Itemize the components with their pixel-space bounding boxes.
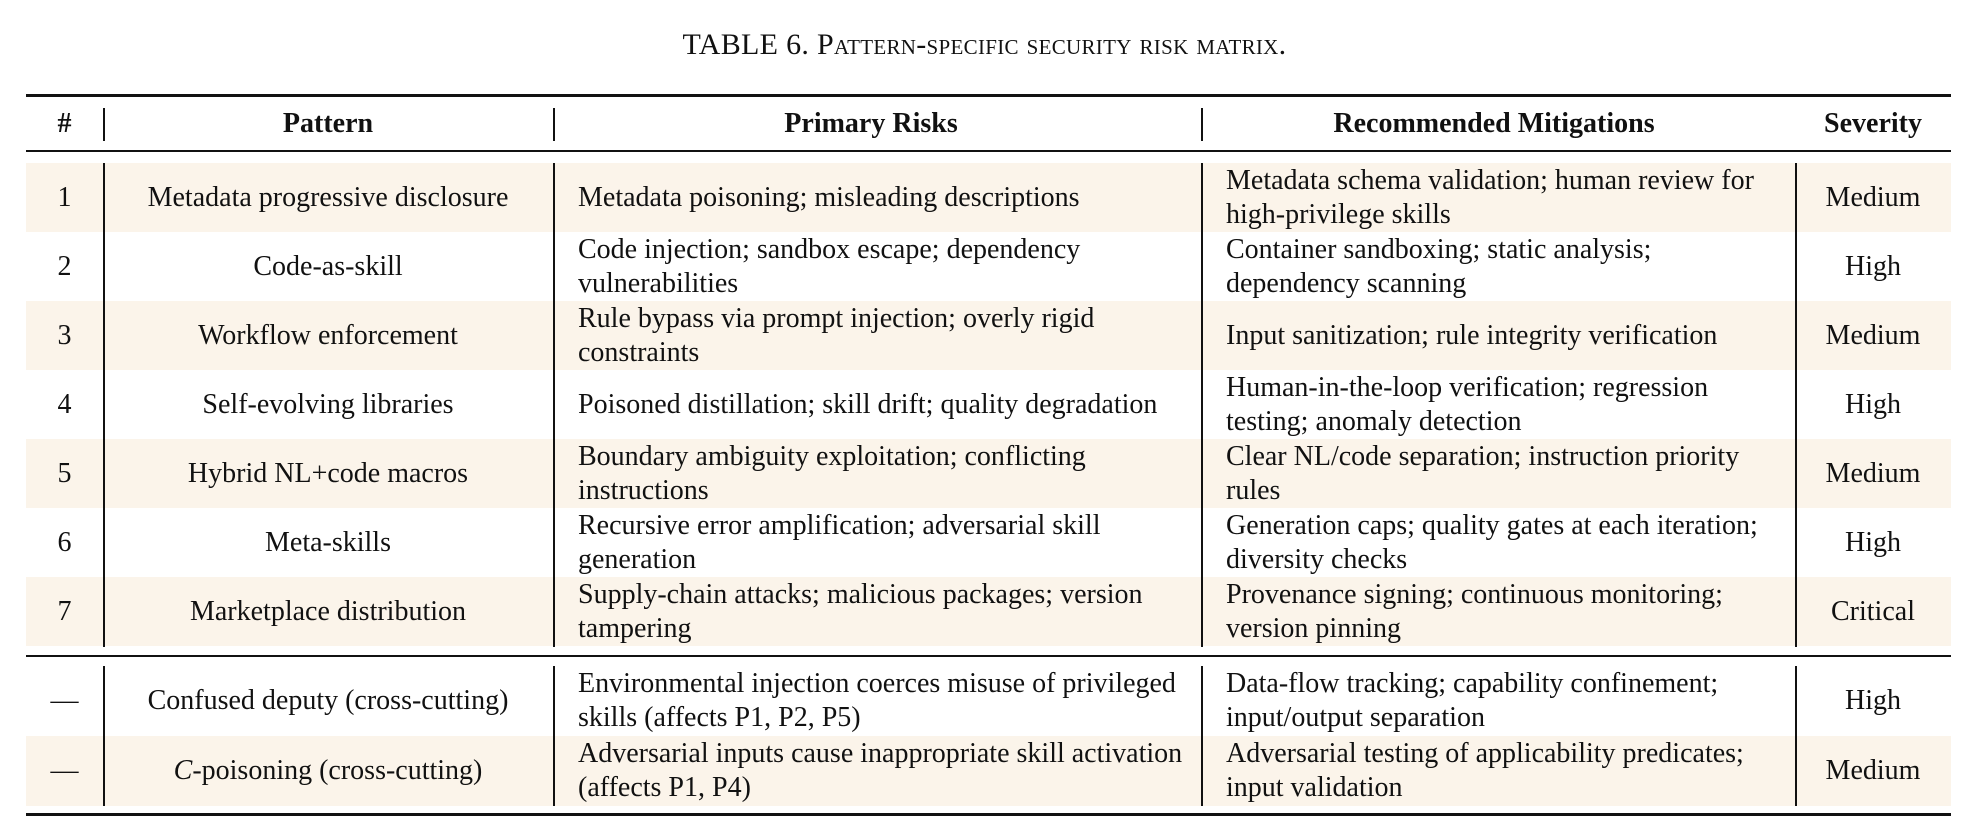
column-divider xyxy=(1201,666,1203,806)
row-mitigations: Human-in-the-loop verification; regression testing; anomaly detection xyxy=(1226,371,1709,437)
row-risks: Rule bypass via prompt injection; overly rigid constraints xyxy=(578,302,1095,368)
row-pattern: Self-evolving libraries xyxy=(202,388,454,420)
row-pattern: Marketplace distribution xyxy=(189,595,467,627)
row-severity: Medium xyxy=(1825,755,1921,786)
row-number: — xyxy=(50,685,79,716)
column-divider xyxy=(553,666,555,806)
table-row xyxy=(26,577,1951,646)
row-pattern: Metadata progressive disclosure xyxy=(147,181,509,213)
table-row xyxy=(26,736,1951,806)
row-number: 1 xyxy=(57,181,72,213)
row-severity: High xyxy=(1845,685,1901,716)
header-rule xyxy=(26,150,1951,152)
row-risks: Recursive error amplification; adversarial skill generation xyxy=(578,509,1101,575)
column-divider xyxy=(1201,163,1203,647)
column-divider xyxy=(1795,666,1797,806)
row-pattern: Meta-skills xyxy=(265,526,391,558)
row-severity: High xyxy=(1845,250,1901,282)
table-row xyxy=(26,439,1951,508)
row-severity: Medium xyxy=(1825,319,1921,351)
row-number: 7 xyxy=(57,595,72,627)
row-number: — xyxy=(50,755,79,786)
table-row xyxy=(26,232,1951,301)
column-divider xyxy=(103,666,105,806)
header-severity: Severity xyxy=(1824,108,1922,139)
table-row xyxy=(26,666,1951,736)
row-number: 4 xyxy=(57,388,72,420)
header-number: # xyxy=(57,108,72,139)
row-severity: High xyxy=(1845,526,1901,558)
column-divider xyxy=(103,163,105,647)
row-risks: Environmental injection coerces misuse of privileged skills (affects P1, P2, P5) xyxy=(578,668,1176,733)
row-mitigations: Generation caps; quality gates at each iteration; diversity checks xyxy=(1226,509,1758,575)
table-row xyxy=(26,301,1951,370)
row-mitigations: Adversarial testing of applicability predicates; input validation xyxy=(1226,738,1744,803)
top-rule xyxy=(26,94,1951,97)
table-row xyxy=(26,370,1951,439)
row-risks: Metadata poisoning; misleading descriptions xyxy=(578,181,1080,213)
row-risks: Boundary ambiguity exploitation; conflicting instructions xyxy=(578,440,1086,506)
row-mitigations: Clear NL/code separation; instruction priority rules xyxy=(1226,440,1740,506)
column-divider xyxy=(553,108,555,141)
header-pattern: Pattern xyxy=(282,108,374,139)
table-header xyxy=(26,104,1951,144)
row-number: 2 xyxy=(57,250,72,282)
section-rule xyxy=(26,655,1951,657)
column-divider xyxy=(553,163,555,647)
row-severity: High xyxy=(1845,388,1901,420)
bottom-rule xyxy=(26,813,1951,816)
table-row xyxy=(26,508,1951,577)
row-pattern-rest: -poisoning (cross-cutting) xyxy=(192,755,483,786)
row-pattern: Workflow enforcement xyxy=(198,319,458,351)
row-severity: Critical xyxy=(1831,595,1915,627)
header-primary-risks: Primary Risks xyxy=(784,108,958,139)
row-pattern xyxy=(103,736,553,806)
table-caption xyxy=(0,28,1969,62)
row-number: 5 xyxy=(57,457,72,489)
row-mitigations: Provenance signing; continuous monitoring; version pinning xyxy=(1226,578,1723,644)
row-pattern: Hybrid NL+code macros xyxy=(187,457,469,489)
row-risks: Adversarial inputs cause inappropriate skill activation (affects P1, P4) xyxy=(578,738,1183,803)
header-recommended-mitigations: Recommended Mitigations xyxy=(1333,108,1655,139)
row-pattern-italic: C xyxy=(173,755,193,786)
row-risks: Poisoned distillation; skill drift; quality degradation xyxy=(578,388,1158,420)
table-row xyxy=(26,163,1951,232)
column-divider xyxy=(103,108,105,141)
row-risks: Code injection; sandbox escape; dependency vulnerabilities xyxy=(578,233,1081,299)
row-severity: Medium xyxy=(1825,457,1921,489)
table-caption-prefix: TABLE 6. xyxy=(682,28,817,61)
row-mitigations: Metadata schema validation; human review for high-privilege skills xyxy=(1226,164,1754,230)
row-number: 6 xyxy=(57,526,72,558)
row-mitigations: Data-flow tracking; capability confinement; input/output separation xyxy=(1226,668,1719,733)
table-caption-title: Pattern-specific security risk matrix. xyxy=(816,28,1287,61)
row-pattern: Code-as-skill xyxy=(253,250,403,282)
column-divider xyxy=(1795,163,1797,647)
row-risks: Supply-chain attacks; malicious packages; version tampering xyxy=(578,578,1143,644)
row-number: 3 xyxy=(57,319,72,351)
row-severity: Medium xyxy=(1825,181,1921,213)
row-mitigations: Input sanitization; rule integrity verification xyxy=(1226,319,1718,351)
column-divider xyxy=(1201,108,1203,141)
row-pattern: Confused deputy (cross-cutting) xyxy=(147,685,509,716)
row-mitigations: Container sandboxing; static analysis; dependency scanning xyxy=(1226,233,1652,299)
